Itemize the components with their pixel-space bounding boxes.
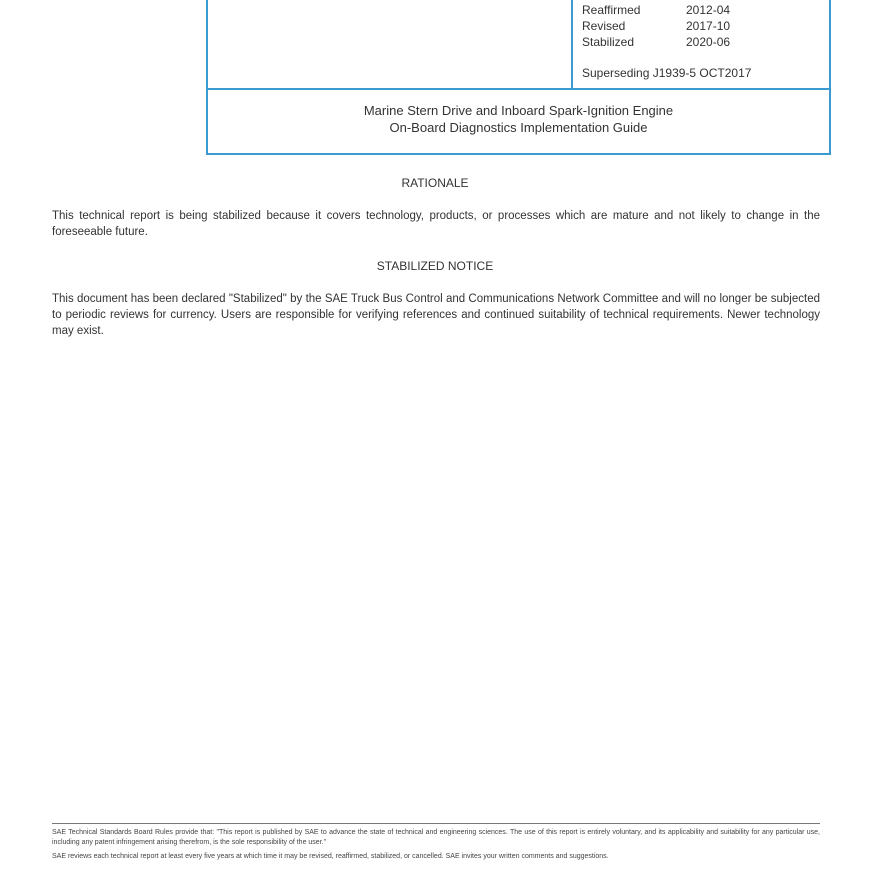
date-row-stabilized [582, 34, 730, 50]
document-header-box [206, 0, 831, 155]
date-row-revised [582, 18, 730, 34]
date-value: 2017-10 [686, 19, 731, 33]
title-line-2: On-Board Diagnostics Implementation Guide [389, 120, 648, 135]
date-value: 2020-06 [686, 35, 731, 49]
date-label: Reaffirmed [582, 3, 641, 17]
stabilized-notice-paragraph: This document has been declared "Stabilized" by the SAE Truck Bus Control and Communications Network Committee and will no longer be subjected to periodic reviews for currency. Users are responsible for verifying references and continued suitability of technical requirements. Newer technology may exist. [52, 293, 820, 337]
date-row-reaffirmed [582, 2, 730, 18]
date-value: 2012-04 [686, 3, 731, 17]
date-label: Stabilized [582, 35, 635, 49]
stabilized-notice-heading: STABILIZED NOTICE [376, 259, 494, 273]
date-label: Revised [582, 19, 626, 33]
footer-review-note: SAE reviews each technical report at least every five years at which time it may be revised, reaffirmed, stabilized, or cancelled. SAE invites your written comments and suggestions. [52, 853, 609, 860]
title-line-1: Marine Stern Drive and Inboard Spark-Ignition Engine [363, 103, 674, 118]
header-top-row [208, 0, 829, 90]
footer-divider [52, 823, 820, 824]
rationale-paragraph: This technical report is being stabilized because it covers technology, products, or processes which are mature and not likely to change in the foreseeable future. [52, 210, 820, 238]
superseding-note: Superseding J1939-5 OCT2017 [582, 66, 752, 80]
footer-disclaimer: SAE Technical Standards Board Rules provide that: "This report is published by SAE to advance the state of technical and engineering sciences. The use of this report is entirely voluntary, and its applicability and suitability for any particular use, including any patent infringement arising therefrom, is the sole responsibility of the user." [52, 829, 820, 846]
rationale-heading: RATIONALE [401, 176, 469, 190]
document-title [208, 102, 829, 136]
document-dates [582, 2, 730, 50]
header-designation-cell [208, 0, 573, 88]
